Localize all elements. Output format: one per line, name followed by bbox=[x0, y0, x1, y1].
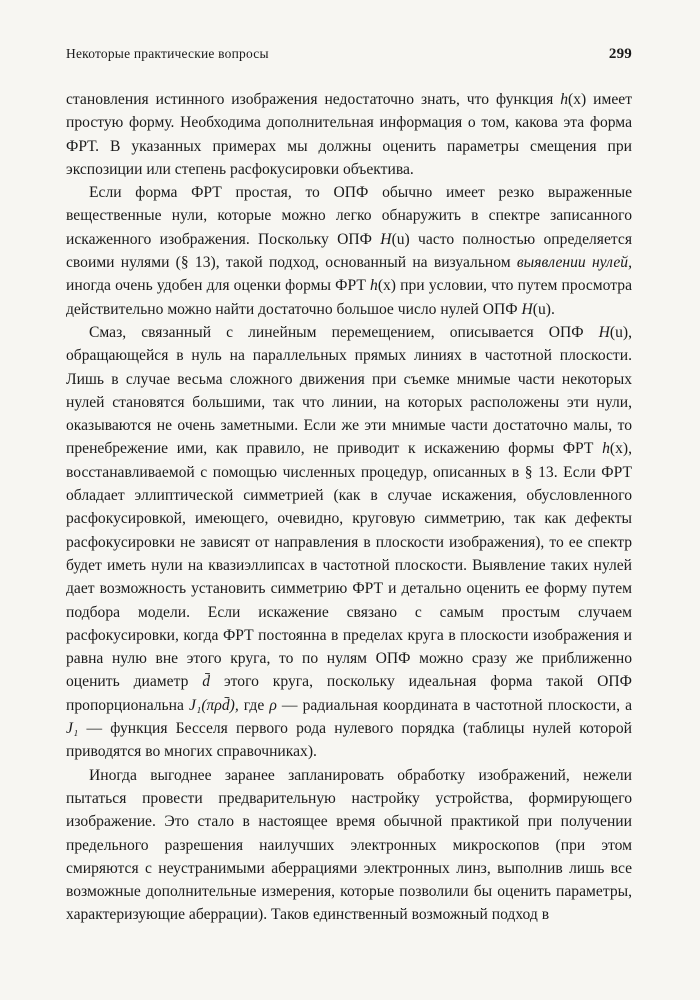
italic-term: h bbox=[602, 440, 610, 458]
body-text bbox=[66, 88, 632, 927]
italic-term: J₁(πρd̄), bbox=[189, 696, 239, 714]
text-run: этого круга, поскольку идеальная форма такой ОПФ пропорциональна bbox=[66, 673, 632, 714]
italic-term: ρ bbox=[269, 696, 277, 714]
paragraph-1 bbox=[66, 88, 632, 181]
italic-term: h bbox=[560, 91, 569, 108]
text-run: (x), восстанавливаемой с помощью численных процедур, описанных в § 13. Если ФРТ обладает эллиптической симметрией (как в случае искажения, обусловленного расфокусировкой, имеющего, очевидно, круговую симметрию, так как дефекты расфокусировки не зависят от направления в плоскости изображения), то ее спектр будет иметь нули на квазиэллипсах в частотной плоскости. Выявление таких нулей дает возможность установить симметрию ФРТ и детально оценить ее форму путем подбора модели. Если искажение связано с самым простым случаем расфокусировки, когда ФРТ постоянна в пределах круга в плоскости изображения и равна нулю вне этого круга, то по нулям ОПФ можно сразу же приближенно оценить диаметр bbox=[66, 440, 632, 691]
paragraph-4 bbox=[66, 764, 632, 927]
text-run: — функция Бесселя первого рода нулевого порядка (таблицы нулей которой приводятся во многих справочниках). bbox=[66, 720, 632, 761]
italic-term: h bbox=[370, 277, 378, 295]
italic-term: H bbox=[380, 230, 392, 248]
running-header bbox=[66, 46, 632, 63]
running-title: Некоторые практические вопросы bbox=[66, 46, 269, 61]
text-run: (u), обращающейся в нуль на параллельных прямых линиях в частотной плоскости. Лишь в случае весьма сложного движения при съемке мнимые части некоторых нулей становятся большими, так что линии, на которых расположены эти нули, оказываются не очень заметными. Если же эти мнимые части достаточно малы, то пренебрежение ими, как правило, не приводит к искажению формы ФРТ bbox=[66, 323, 632, 458]
text-run: — радиальная координата в частотной плоскости, а bbox=[276, 696, 632, 714]
text-run: Смаз, связанный с линейным перемещением, описывается ОПФ bbox=[89, 323, 599, 341]
text-run: (u) часто полностью определяется своими нулями (§ 13), такой подход, основанный на визуальном bbox=[66, 230, 632, 272]
text-run: (x) при условии, что путем просмотра действительно можно найти достаточно большое число нулей ОПФ bbox=[66, 277, 632, 318]
paragraph-3 bbox=[66, 321, 632, 764]
italic-term: J₁ bbox=[66, 720, 79, 738]
italic-term: выявлении нулей, bbox=[516, 254, 632, 272]
text-run: (x) имеет простую форму. Необходима дополнительная информация о том, какова эта форма ФРТ. В указанных примерах мы должны оценить параметры смещения при экспозиции или степень расфокусировки объектива. bbox=[66, 91, 633, 178]
text-run: (u). bbox=[532, 300, 555, 318]
text-run: становления истинного изображения недостаточно знать, что функция bbox=[66, 91, 561, 108]
text-run: где bbox=[238, 696, 270, 714]
italic-term: H bbox=[521, 300, 533, 318]
page-number: 299 bbox=[608, 46, 632, 62]
paragraph-2 bbox=[66, 181, 632, 321]
italic-term: H bbox=[598, 323, 610, 341]
text-run: Иногда выгоднее заранее запланировать обработку изображений, нежели пытаться провести предварительную настройку устройства, формирующего изображение. Это стало в настоящее время обычной практикой при получении предельного разрешения наилучших электронных микроскопов (при этом смиряются с неустранимыми аберрациями электронных линз, выполнив лишь все возможные дополнительные измерения, которые позволили бы оценить параметры, характеризующие аберрации). Таков единственный возможный подход в bbox=[66, 766, 632, 924]
italic-term: d̄ bbox=[202, 673, 211, 691]
text-run: иногда очень удобен для оценки формы ФРТ bbox=[66, 277, 371, 295]
text-run: Если форма ФРТ простая, то ОПФ обычно имеет резко выраженные вещественные нули, которые можно легко обнаружить в спектре записанного искаженного изображения. Поскольку ОПФ bbox=[66, 184, 632, 248]
